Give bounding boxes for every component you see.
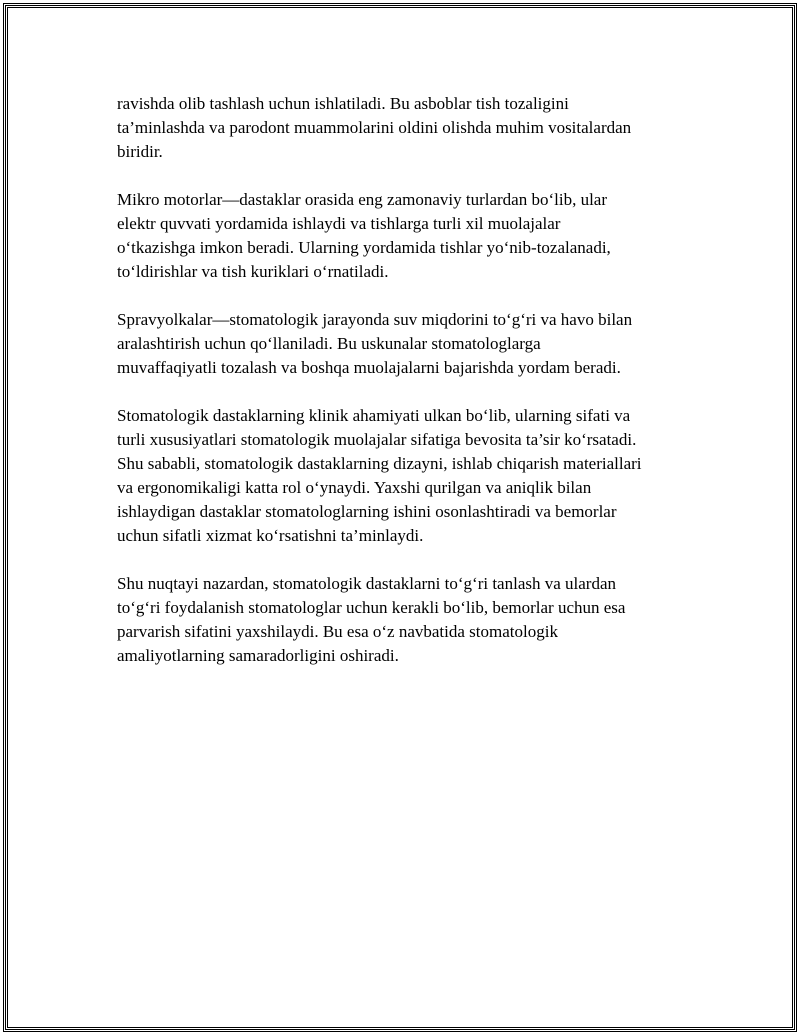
- text-line: muvaffaqiyatli tozalash va boshqa muolajalarni bajarishda yordam beradi.: [117, 358, 621, 377]
- text-line: to‘ldirishlar va tish kuriklari o‘rnatiladi.: [117, 262, 389, 281]
- text-line: Spravyolkalar—stomatologik jarayonda suv miqdorini to‘g‘ri va havo bilan: [117, 310, 633, 329]
- text-line: to‘g‘ri foydalanish stomatologlar uchun kerakli bo‘lib, bemorlar uchun esa: [117, 598, 626, 617]
- text-line: turli xususiyatlari stomatologik muolajalar sifatiga bevosita ta’sir ko‘rsatadi.: [117, 430, 637, 449]
- text-line: Stomatologik dastaklarning klinik ahamiyati ulkan bo‘lib, ularning sifati va: [117, 406, 631, 425]
- paragraph-5: [117, 572, 697, 668]
- text-line: uchun sifatli xizmat ko‘rsatishni ta’minlaydi.: [117, 526, 424, 545]
- text-line: va ergonomikaligi katta rol o‘ynaydi. Yaxshi qurilgan va aniqlik bilan: [117, 478, 592, 497]
- text-line: biridir.: [117, 142, 163, 161]
- text-line: parvarish sifatini yaxshilaydi. Bu esa o‘z navbatida stomatologik: [117, 622, 558, 641]
- paragraph-1: [117, 92, 697, 164]
- text-line: ta’minlashda va parodont muammolarini oldini olishda muhim vositalardan: [117, 118, 632, 137]
- document-body: [117, 92, 697, 692]
- text-line: elektr quvvati yordamida ishlaydi va tishlarga turli xil muolajalar: [117, 214, 561, 233]
- text-line: ravishda olib tashlash uchun ishlatiladi. Bu asboblar tish tozaligini: [117, 94, 569, 113]
- text-line: ishlaydigan dastaklar stomatologlarning ishini osonlashtiradi va bemorlar: [117, 502, 617, 521]
- text-line: aralashtirish uchun qo‘llaniladi. Bu uskunalar stomatologlarga: [117, 334, 541, 353]
- text-line: amaliyotlarning samaradorligini oshiradi.: [117, 646, 399, 665]
- paragraph-3: [117, 308, 697, 380]
- text-line: Shu nuqtayi nazardan, stomatologik dastaklarni to‘g‘ri tanlash va ulardan: [117, 574, 617, 593]
- text-line: o‘tkazishga imkon beradi. Ularning yordamida tishlar yo‘nib-tozalanadi,: [117, 238, 611, 257]
- paragraph-4: [117, 404, 697, 548]
- text-line: Mikro motorlar—dastaklar orasida eng zamonaviy turlardan bo‘lib, ular: [117, 190, 608, 209]
- text-line: Shu sababli, stomatologik dastaklarning dizayni, ishlab chiqarish materiallari: [117, 454, 642, 473]
- paragraph-2: [117, 188, 697, 284]
